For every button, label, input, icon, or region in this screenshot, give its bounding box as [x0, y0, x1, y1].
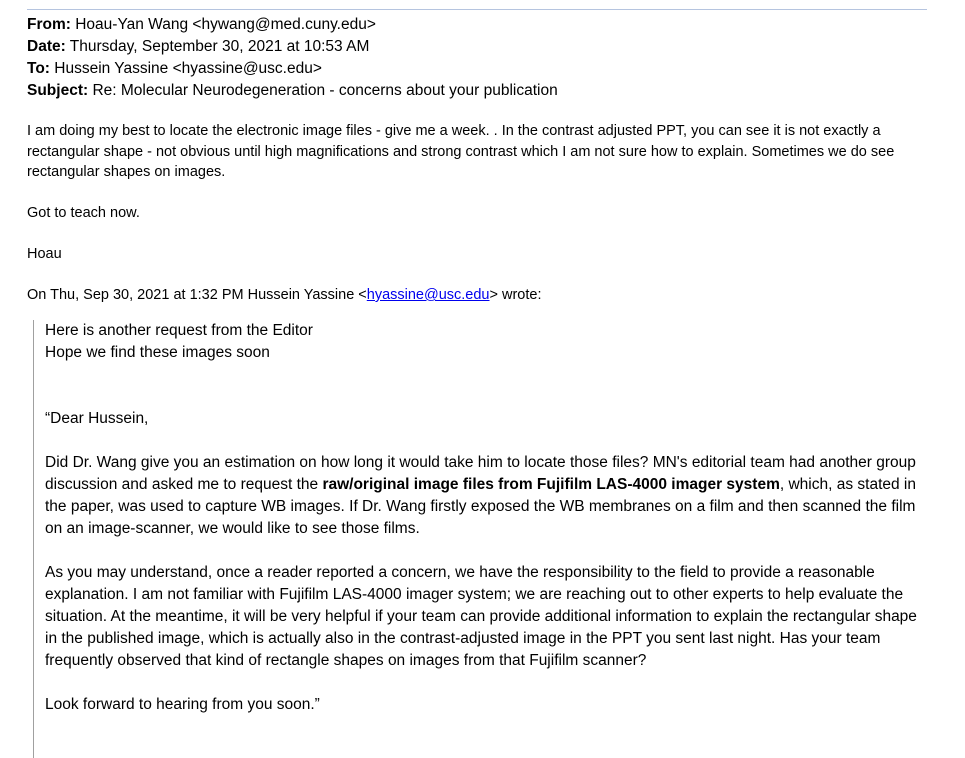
attribution-suffix: > wrote:	[489, 287, 542, 303]
quote-closing: Look forward to hearing from you soon.”	[45, 696, 320, 713]
quote-line-2: Hope we find these images soon	[45, 344, 270, 361]
subject-value: Re: Molecular Neurodegeneration - concerns about your publication	[92, 82, 558, 99]
attribution-email-link[interactable]: hyassine@usc.edu	[366, 287, 490, 303]
quote-greeting: “Dear Hussein,	[45, 410, 149, 427]
attribution-prefix: On Thu, Sep 30, 2021 at 1:32 PM Hussein Yassine <	[27, 287, 367, 303]
to-row	[27, 58, 558, 80]
quote-para1-start: Did Dr. Wang give you an estimation on how long it would take him to locate those files? MN's editorial team had another group discussion and asked me to request the	[45, 454, 916, 493]
quote-paragraph-2: As you may understand, once a reader reported a concern, we have the responsibility to the field to provide a reasonable explanation. I am not familiar with Fujifilm LAS-4000 imager system; we are reaching out to other experts to help evaluate the situation. At the meantime, it will be very helpful if your team can provide additional information to explain the rectangular shape in the published image, which is actually also in the contrast-adjusted image in the PPT you sent last night. Has your team frequently observed that kind of rectangle shapes on images from that Fujifilm scanner?	[45, 564, 917, 669]
quote-para1-end: , which, as stated in the paper, was used to capture WB images. If Dr. Wang firstly exposed the WB membranes on a film and then scanned the film on an image-scanner, we would like to see those films.	[45, 476, 916, 537]
reply-signature: Hoau	[27, 246, 62, 262]
reply-body	[27, 121, 932, 306]
date-value: Thursday, September 30, 2021 at 10:53 AM	[69, 38, 370, 55]
quote-attribution	[27, 285, 932, 306]
from-label: From:	[27, 16, 71, 33]
header-divider	[27, 9, 927, 10]
date-row	[27, 36, 558, 58]
email-header	[27, 14, 558, 102]
subject-row	[27, 80, 558, 102]
quote-line-1: Here is another request from the Editor	[45, 322, 313, 339]
quote-paragraph-1	[45, 452, 933, 540]
reply-paragraph-2: Got to teach now.	[27, 205, 140, 221]
quote-para1-bold: raw/original image files from Fujifilm LAS-4000 imager system	[322, 476, 780, 493]
to-value: Hussein Yassine <hyassine@usc.edu>	[54, 60, 322, 77]
subject-label: Subject:	[27, 82, 89, 99]
to-label: To:	[27, 60, 50, 77]
quoted-message	[33, 320, 933, 758]
date-label: Date:	[27, 38, 66, 55]
from-row	[27, 14, 558, 36]
reply-paragraph-1: I am doing my best to locate the electronic image files - give me a week. . In the contrast adjusted PPT, you can see it is not exactly a rectangular shape - not obvious until high magnifications and strong contrast which I am not sure how to explain. Sometimes we do see rectangular shapes on images.	[27, 123, 895, 180]
from-value: Hoau-Yan Wang <hywang@med.cuny.edu>	[75, 16, 376, 33]
